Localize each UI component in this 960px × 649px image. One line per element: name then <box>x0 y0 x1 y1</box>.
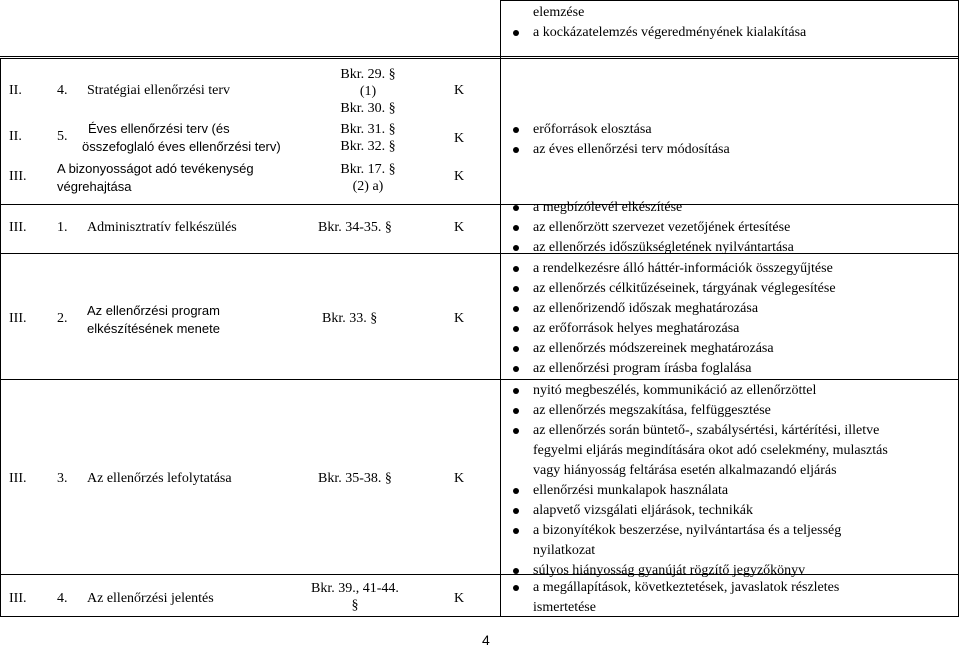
title-cell: Az ellenőrzés lefolytatása <box>87 471 232 486</box>
phase-cell: II. <box>9 129 22 144</box>
bullet-item: a rendelkezésre álló háttér-információk összegyűjtése <box>508 259 836 279</box>
bullet-item: a kockázatelemzés végeredményének kialakítása <box>508 23 806 43</box>
title-cell: Éves ellenőrzési terv (és összefoglaló éves ellenőrzési terv) <box>82 121 281 154</box>
bullet-item: a megbízólevél elkészítése <box>508 198 794 218</box>
rule <box>0 379 958 380</box>
bullet-item: az erőforrások helyes meghatározása <box>508 319 836 339</box>
bullet-item: az ellenőrzés során büntető-, szabálysértési, kártérítési, illetve fegyelmi eljárás megindítására okot adó cselekmény, mulasztás vagy hiányosság feltárása esetén alkalmazandó eljárás <box>508 421 888 481</box>
rule-right <box>958 0 959 617</box>
rule-col <box>500 0 501 617</box>
responsible-cell: K <box>454 83 465 98</box>
bullet-item: erőforrások elosztása <box>508 120 730 140</box>
law-cell: Bkr. 39., 41-44. § <box>311 581 399 613</box>
phase-cell: III. <box>9 471 27 486</box>
title-cell: Adminisztratív felkészülés <box>87 220 237 235</box>
num-cell: 4. <box>57 83 68 98</box>
title-cell: A bizonyosságot adó tevékenység végrehajtása <box>57 161 254 194</box>
num-cell: 2. <box>57 311 68 326</box>
bullet-item: az ellenőrzés megszakítása, felfüggesztése <box>508 401 888 421</box>
responsible-cell: K <box>454 169 465 184</box>
bullet-item: a megállapítások, következtetések, javaslatok részletes ismertetése <box>508 578 839 618</box>
rule <box>0 253 958 254</box>
law-cell: Bkr. 33. § <box>322 311 378 326</box>
bullet-item: az ellenőrzött szervezet vezetőjének értesítése <box>508 218 794 238</box>
law-cell: Bkr. 34-35. § <box>318 220 392 235</box>
title-cell: Stratégiai ellenőrzési terv <box>87 83 231 98</box>
bullet-item: az ellenőrzési program írásba foglalása <box>508 359 836 379</box>
plan-bullets <box>508 120 730 160</box>
law-cell: Bkr. 35-38. § <box>318 471 392 486</box>
num-cell: 5. <box>57 129 68 144</box>
responsible-cell: K <box>454 591 465 606</box>
bullet-item: az éves ellenőrzési terv módosítása <box>508 140 730 160</box>
rule <box>0 58 958 59</box>
bullet-item: súlyos hiányosság gyanúját rögzítő jegyzőkönyv <box>508 561 888 581</box>
phase-cell: III. <box>9 169 27 184</box>
bullet-item: alapvető vizsgálati eljárások, technikák <box>508 501 888 521</box>
rule <box>0 204 958 205</box>
law-cell: Bkr. 29. § (1) Bkr. 30. § <box>340 67 396 116</box>
num-cell: 3. <box>57 471 68 486</box>
phase-cell: II. <box>9 83 22 98</box>
phase-cell: III. <box>9 591 27 606</box>
responsible-cell: K <box>454 131 465 146</box>
top-bullets <box>508 23 806 43</box>
law-cell: Bkr. 31. § Bkr. 32. § <box>340 122 396 154</box>
execution-bullets <box>508 381 888 581</box>
title-cell: Az ellenőrzési program elkészítésének menete <box>87 303 220 336</box>
bullet-item: az ellenőrzés módszereinek meghatározása <box>508 339 836 359</box>
bullet-item: ellenőrzési munkalapok használata <box>508 481 888 501</box>
bullet-item: az ellenőrizendő időszak meghatározása <box>508 299 836 319</box>
bullet-item: a bizonyítékok beszerzése, nyilvántartása és a teljesség nyilatkozat <box>508 521 888 561</box>
num-cell: 1. <box>57 220 68 235</box>
num-cell: 4. <box>57 591 68 606</box>
top-text-1: elemzése <box>533 5 585 20</box>
preparation-bullets <box>508 198 794 258</box>
rule-top-right <box>500 0 958 1</box>
page-number: 4 <box>482 632 490 648</box>
report-bullets <box>508 578 839 618</box>
rule-left <box>0 58 1 617</box>
law-cell: Bkr. 17. § (2) a) <box>340 162 396 194</box>
bullet-item: nyitó megbeszélés, kommunikáció az ellenőrzöttel <box>508 381 888 401</box>
responsible-cell: K <box>454 471 465 486</box>
responsible-cell: K <box>454 311 465 326</box>
program-bullets <box>508 259 836 379</box>
phase-cell: III. <box>9 311 27 326</box>
bullet-item: az ellenőrzés időszükségletének nyilvántartása <box>508 238 794 258</box>
rule <box>0 56 958 57</box>
phase-cell: III. <box>9 220 27 235</box>
responsible-cell: K <box>454 220 465 235</box>
title-cell: Az ellenőrzési jelentés <box>87 591 214 606</box>
bullet-item: az ellenőrzés célkitűzéseinek, tárgyának véglegesítése <box>508 279 836 299</box>
